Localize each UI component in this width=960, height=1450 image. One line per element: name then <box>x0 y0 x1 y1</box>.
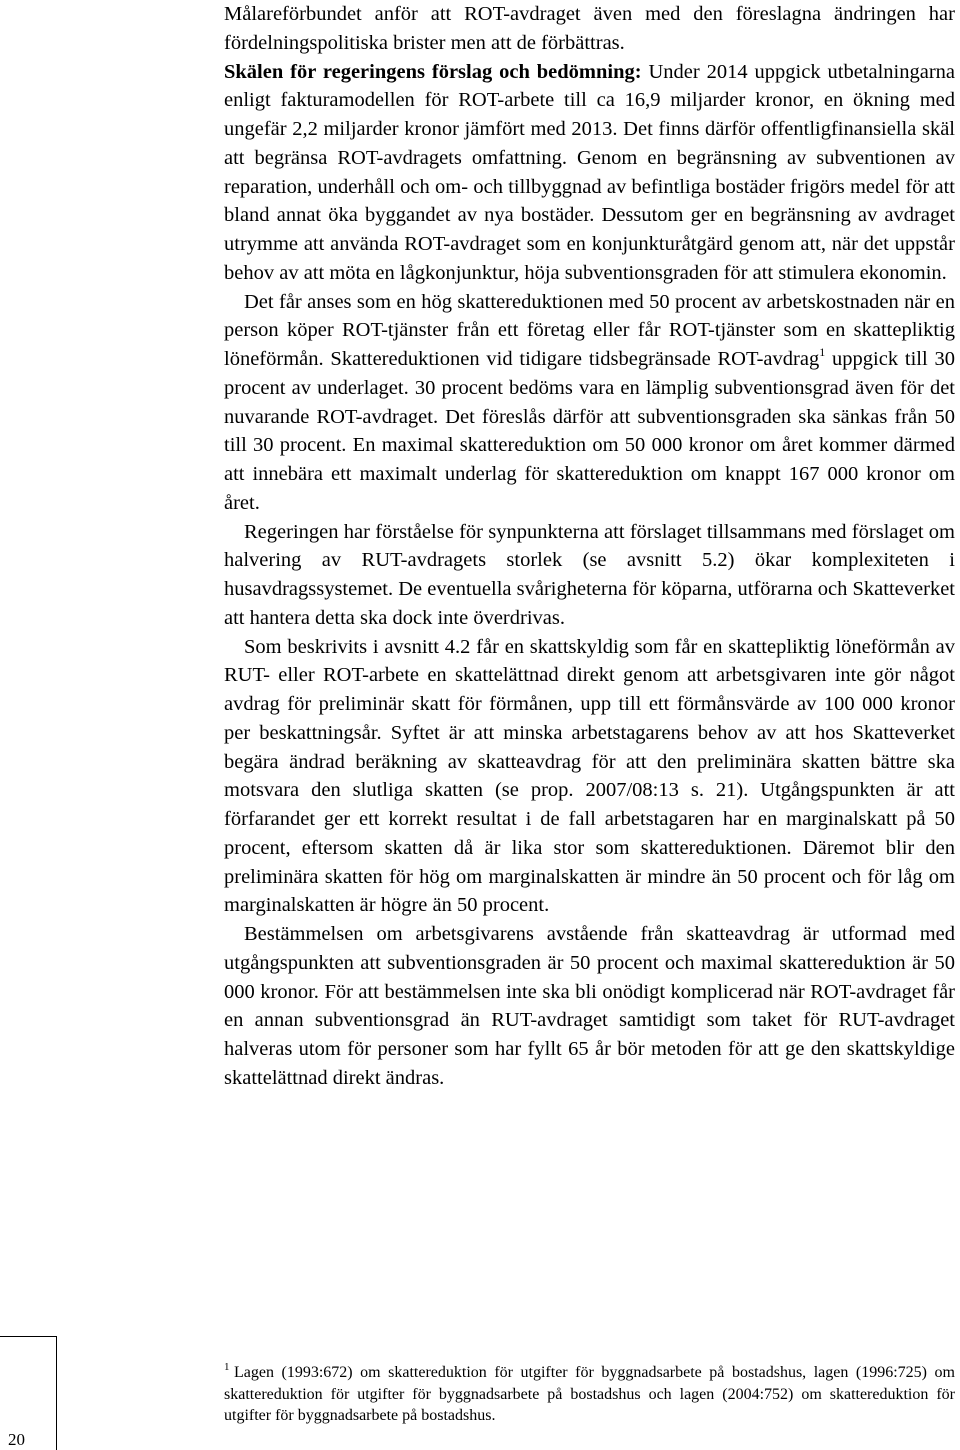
document-body <box>224 0 955 1093</box>
paragraph-6 <box>224 920 955 1093</box>
paragraph-5-text: Som beskrivits i avsnitt 4.2 får en skattskyldig som får en skattepliktig löneförmån av RUT- eller ROT-arbete en skattelättnad direkt genom att arbetsgivaren inte gör något avdrag för preliminär skatt för förmånen, upp till ett förmånsvärde av 100 000 kronor per beskattningsår. Syftet är att minska arbetstagarens behov av att hos Skatteverket begära ändrad beräkning av skatteavdrag för att den preliminära skatten bättre ska motsvara den slutliga skatten (se prop. 2007/08:13 s. 21). Utgångspunkten är att förfarandet ger ett korrekt resultat i de fall arbetstagaren har en marginalskatt på 50 procent, eftersom skatten då är lika stor som skattereduktionen. Däremot blir den preliminära skatten för hög om marginalskatten är mindre än 50 procent och för låg om marginalskatten är högre än 50 procent. <box>224 635 955 917</box>
footnote-reference: 1 <box>819 345 826 359</box>
paragraph-2 <box>224 58 955 288</box>
footnote-text: Lagen (1993:672) om skattereduktion för utgifter för byggnadsarbete på bostadshus, lagen (1996:725) om skattereduktion för utgifter för byggnadsarbete på bostadshus och lagen (2004:752) om skattereduktion för utgifter för byggnadsarbete på bostadshus. <box>224 1364 955 1424</box>
paragraph-1 <box>224 0 955 58</box>
footnote: $^1$ Lagen (1993:672) om skattereduktion för utgifter för byggnadsarbete på bostadshus, lagen (1996:725) om skattereduktion för utgifter för byggnadsarbete på bostadshus och lagen (2004:752) om skattereduktion för utgifter för byggnadsarbete på bostadshus. <box>224 1361 955 1424</box>
paragraph-4 <box>224 518 955 633</box>
section-heading: Skälen för regeringens förslag och bedömning: <box>224 60 642 83</box>
paragraph-2-text: Under 2014 uppgick utbetalningarna enligt fakturamodellen för ROT-arbete till ca 16,9 miljarder kronor, en ökning med ungefär 2,2 miljarder kronor jämfört med 2013. Det finns därför offentligfinansiella skäl att begränsa ROT-avdragets omfattning. Genom en begränsning av subventionen av reparation, underhåll och om- och tillbyggnad av befintliga bostäder frigörs medel för att bland annat öka byggandet av nya bostäder. Dessutom ger en begränsning av avdraget utrymme att använda ROT-avdraget som en konjunkturåtgärd genom att, när det uppstår behov av att möta en lågkonjunktur, höja subventionsgraden för att stimulera ekonomin. <box>224 60 955 284</box>
paragraph-3-text-after: uppgick till 30 procent av underlaget. 30 procent bedöms vara en lämplig subventionsgrad även för det nuvarande ROT-avdraget. Det föreslås därför att subventionsgraden ska sänkas från 50 till 30 procent. En maximal skattereduktion om 50 000 kronor om året kommer därmed att innebära ett maximalt underlag för skattereduktion om knappt 167 000 kronor om året. <box>224 348 956 514</box>
paragraph-5 <box>224 633 955 921</box>
paragraph-1-text: Målareförbundet anför att ROT-avdraget även med den föreslagna ändringen har fördelningspolitiska brister men att de förbättras. <box>224 3 955 54</box>
paragraph-3-text-before: Det får anses som en hög skattereduktionen med 50 procent av arbetskostnaden när en person köper ROT-tjänster från ett företag eller får ROT-tjänster som en skattepliktig löneförmån. Skattereduktionen vid tidigare tidsbegränsade ROT-avdrag <box>224 290 955 370</box>
paragraph-6-text: Bestämmelsen om arbetsgivarens avstående från skatteavdrag är utformad med utgångspunkten att subventionsgraden är 50 procent och maximal skattereduktion är 50 000 kronor. För att bestämmelsen inte ska bli onödigt komplicerad när ROT-avdraget får en annan subventionsgrad än RUT-avdraget samtidigt som taket för RUT-avdraget halveras utom för personer som har fyllt 65 år bör metoden för att ge den skattskyldige skattelättnad direkt ändras. <box>224 923 955 1089</box>
page-number: 20 <box>8 1430 25 1449</box>
paragraph-4-text: Regeringen har förståelse för synpunkterna att förslaget tillsammans med förslaget om halvering av RUT-avdragets storlek (se avsnitt 5.2) ökar komplexiteten i husavdragssystemet. De eventuella svårigheterna för köparna, utförarna och Skatteverket att hantera detta ska dock inte överdrivas. <box>224 520 955 629</box>
paragraph-3 <box>224 288 955 518</box>
